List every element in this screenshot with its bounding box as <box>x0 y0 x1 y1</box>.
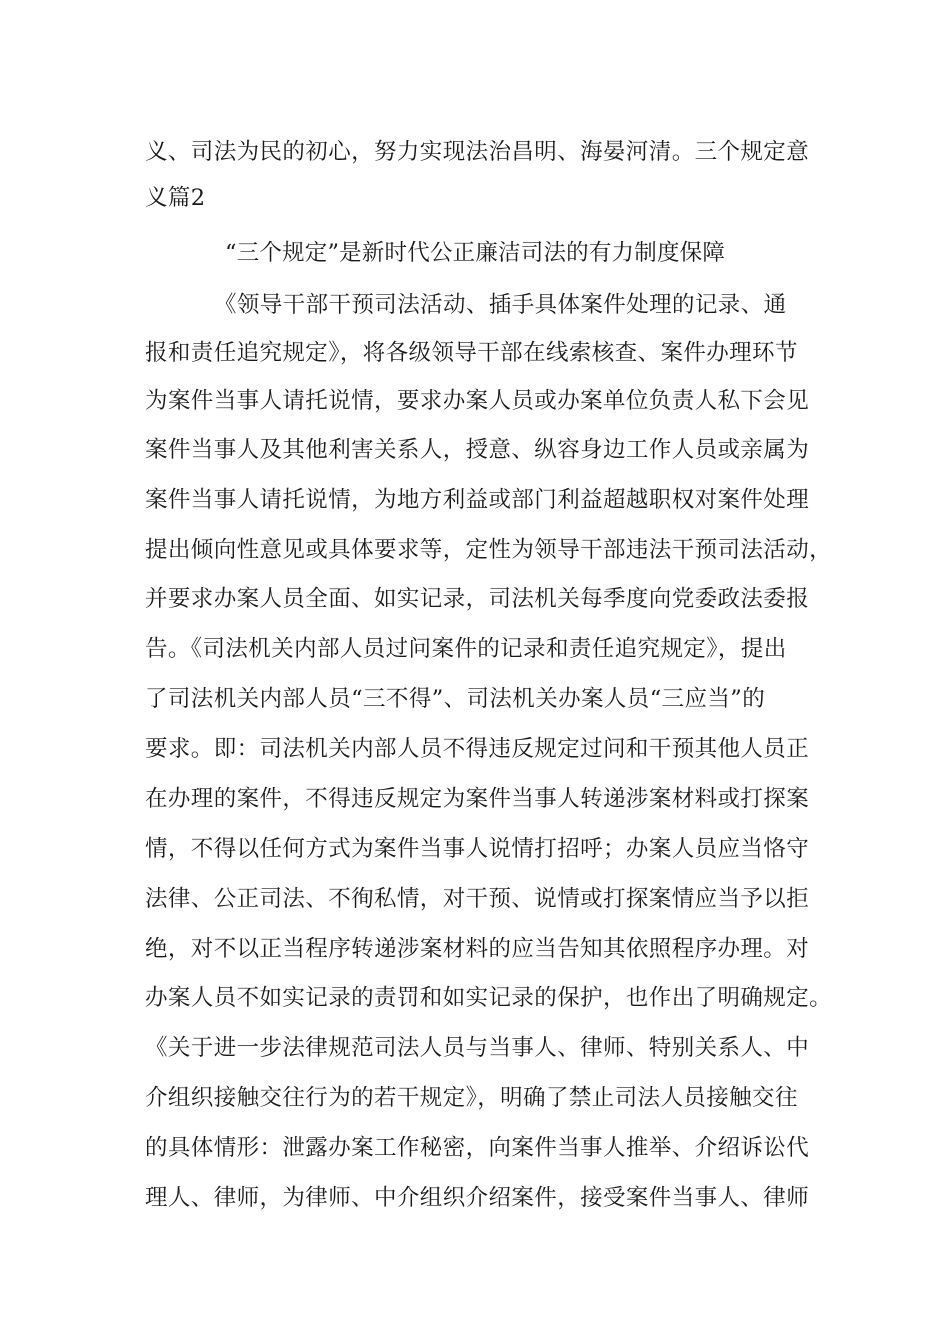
text-line-18: 办案人员不如实记录的责罚和如实记录的保护，也作出了明确规定。 <box>145 985 833 1011</box>
text-line-10: 并要求办案人员全面、如实记录，司法机关每季度向党委政法委报 <box>145 586 810 612</box>
text-line-20: 介组织接触交往行为的若干规定》，明确了禁止司法人员接触交往 <box>145 1085 798 1111</box>
text-line-4: 《领导干部干预司法活动、插手具体案件处理的记录、通 <box>214 292 787 318</box>
section-heading: “三个规定”是新时代公正廉洁司法的有力制度保障 <box>224 240 726 266</box>
text-line-15: 情，不得以任何方式为案件当事人说情打招呼；办案人员应当恪守 <box>145 836 810 862</box>
text-line-17: 绝，对不以正当程序转递涉案材料的应当告知其依照程序办理。对 <box>145 936 810 962</box>
text-line-9: 提出倾向性意见或具体要求等，定性为领导干部违法干预司法活动， <box>145 537 833 563</box>
text-line-2: 义篇2 <box>145 185 206 211</box>
text-line-16: 法律、公正司法、不徇私情，对干预、说情或打探案情应当予以拒 <box>145 886 810 912</box>
text-line-19: 《关于进一步法律规范司法人员与当事人、律师、特别关系人、中 <box>145 1035 810 1061</box>
text-line-6: 为案件当事人请托说情，要求办案人员或办案单位负责人私下会见 <box>145 388 810 414</box>
text-line-7: 案件当事人及其他利害关系人，授意、纵容身边工作人员或亲属为 <box>145 437 810 463</box>
text-line-5: 报和责任追究规定》，将各级领导干部在线索核查、案件办理环节 <box>145 340 798 366</box>
text-line-11: 告。《司法机关内部人员过问案件的记录和责任追究规定》，提出 <box>145 636 787 662</box>
text-line-8: 案件当事人请托说情，为地方利益或部门利益超越职权对案件处理 <box>145 487 810 513</box>
text-line-14: 在办理的案件，不得违反规定为案件当事人转递涉案材料或打探案 <box>145 786 810 812</box>
text-line-21: 的具体情形：泄露办案工作秘密，向案件当事人推举、介绍诉讼代 <box>145 1135 810 1161</box>
text-line-1: 义、司法为民的初心，努力实现法治昌明、海晏河清。三个规定意 <box>145 139 810 165</box>
text-line-22: 理人、律师，为律师、中介组织介绍案件，接受案件当事人、律师 <box>145 1185 810 1211</box>
text-line-12: 了司法机关内部人员“三不得”、司法机关办案人员“三应当”的 <box>145 686 766 712</box>
text-line-13: 要求。即：司法机关内部人员不得违反规定过问和干预其他人员正 <box>145 736 810 762</box>
